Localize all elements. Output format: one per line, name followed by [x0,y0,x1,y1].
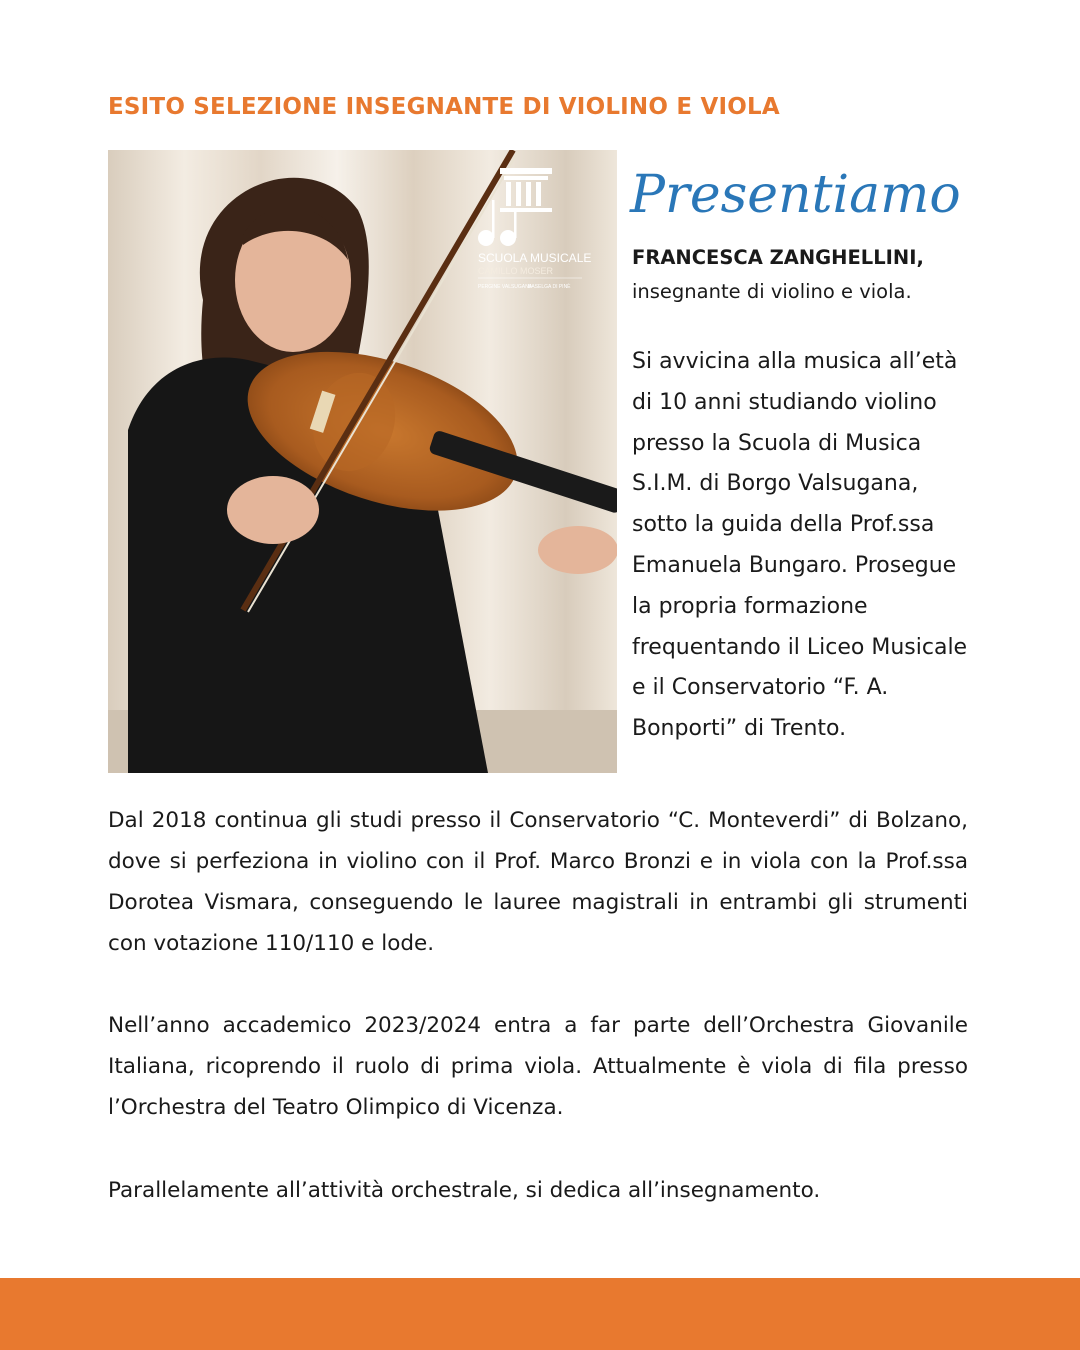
logo-line-1: SCUOLA MUSICALE [478,251,592,265]
bio-paragraph-studies: Dal 2018 continua gli studi presso il Conservatorio “C. Monteverdi” di Bolzano, dove si perfeziona in violino con il Prof. Marco Bronzi e in viola con la Prof.ssa Dorotea Vismara, conseguendo le lauree magistrali in entrambi gli strumenti con votazione 110/110 e lode. [108,808,968,956]
violinist-photo [108,150,617,773]
bio-paragraph-teaching: Parallelamente all’attività orchestrale, si dedica all’insegnamento. [108,1178,821,1203]
logo-place-2: BASELGA DI PINÈ [528,284,571,290]
logo-place-1: PERGINE VALSUGANA [478,284,533,290]
script-heading: Presentiamo [630,165,961,225]
page-title: ESITO SELEZIONE INSEGNANTE DI VIOLINO E VIOLA [108,94,780,120]
footer-bar [0,1278,1080,1350]
teacher-role: insegnante di violino e viola. [632,280,912,303]
bio-intro-paragraph: Si avvicina alla musica all’età di 10 anni studiando violino presso la Scuola di Musica S.I.M. di Borgo Valsugana, sotto la guida della Prof.ssa Emanuela Bungaro. Prosegue la propria formazione frequentando il Liceo Musicale e il Conservatorio “F. A. Bonporti” di Trento. [632,349,968,742]
bio-paragraph-orchestra: Nell’anno accademico 2023/2024 entra a far parte dell’Orchestra Giovanile Italiana, ricoprendo il ruolo di prima viola. Attualmente è viola di fila presso l’Orchestra del Teatro Olimpico di Vicenza. [108,1013,968,1120]
logo-line-2: CAMILLO MOSER [478,266,554,276]
teacher-name: FRANCESCA ZANGHELLINI, [632,246,924,269]
